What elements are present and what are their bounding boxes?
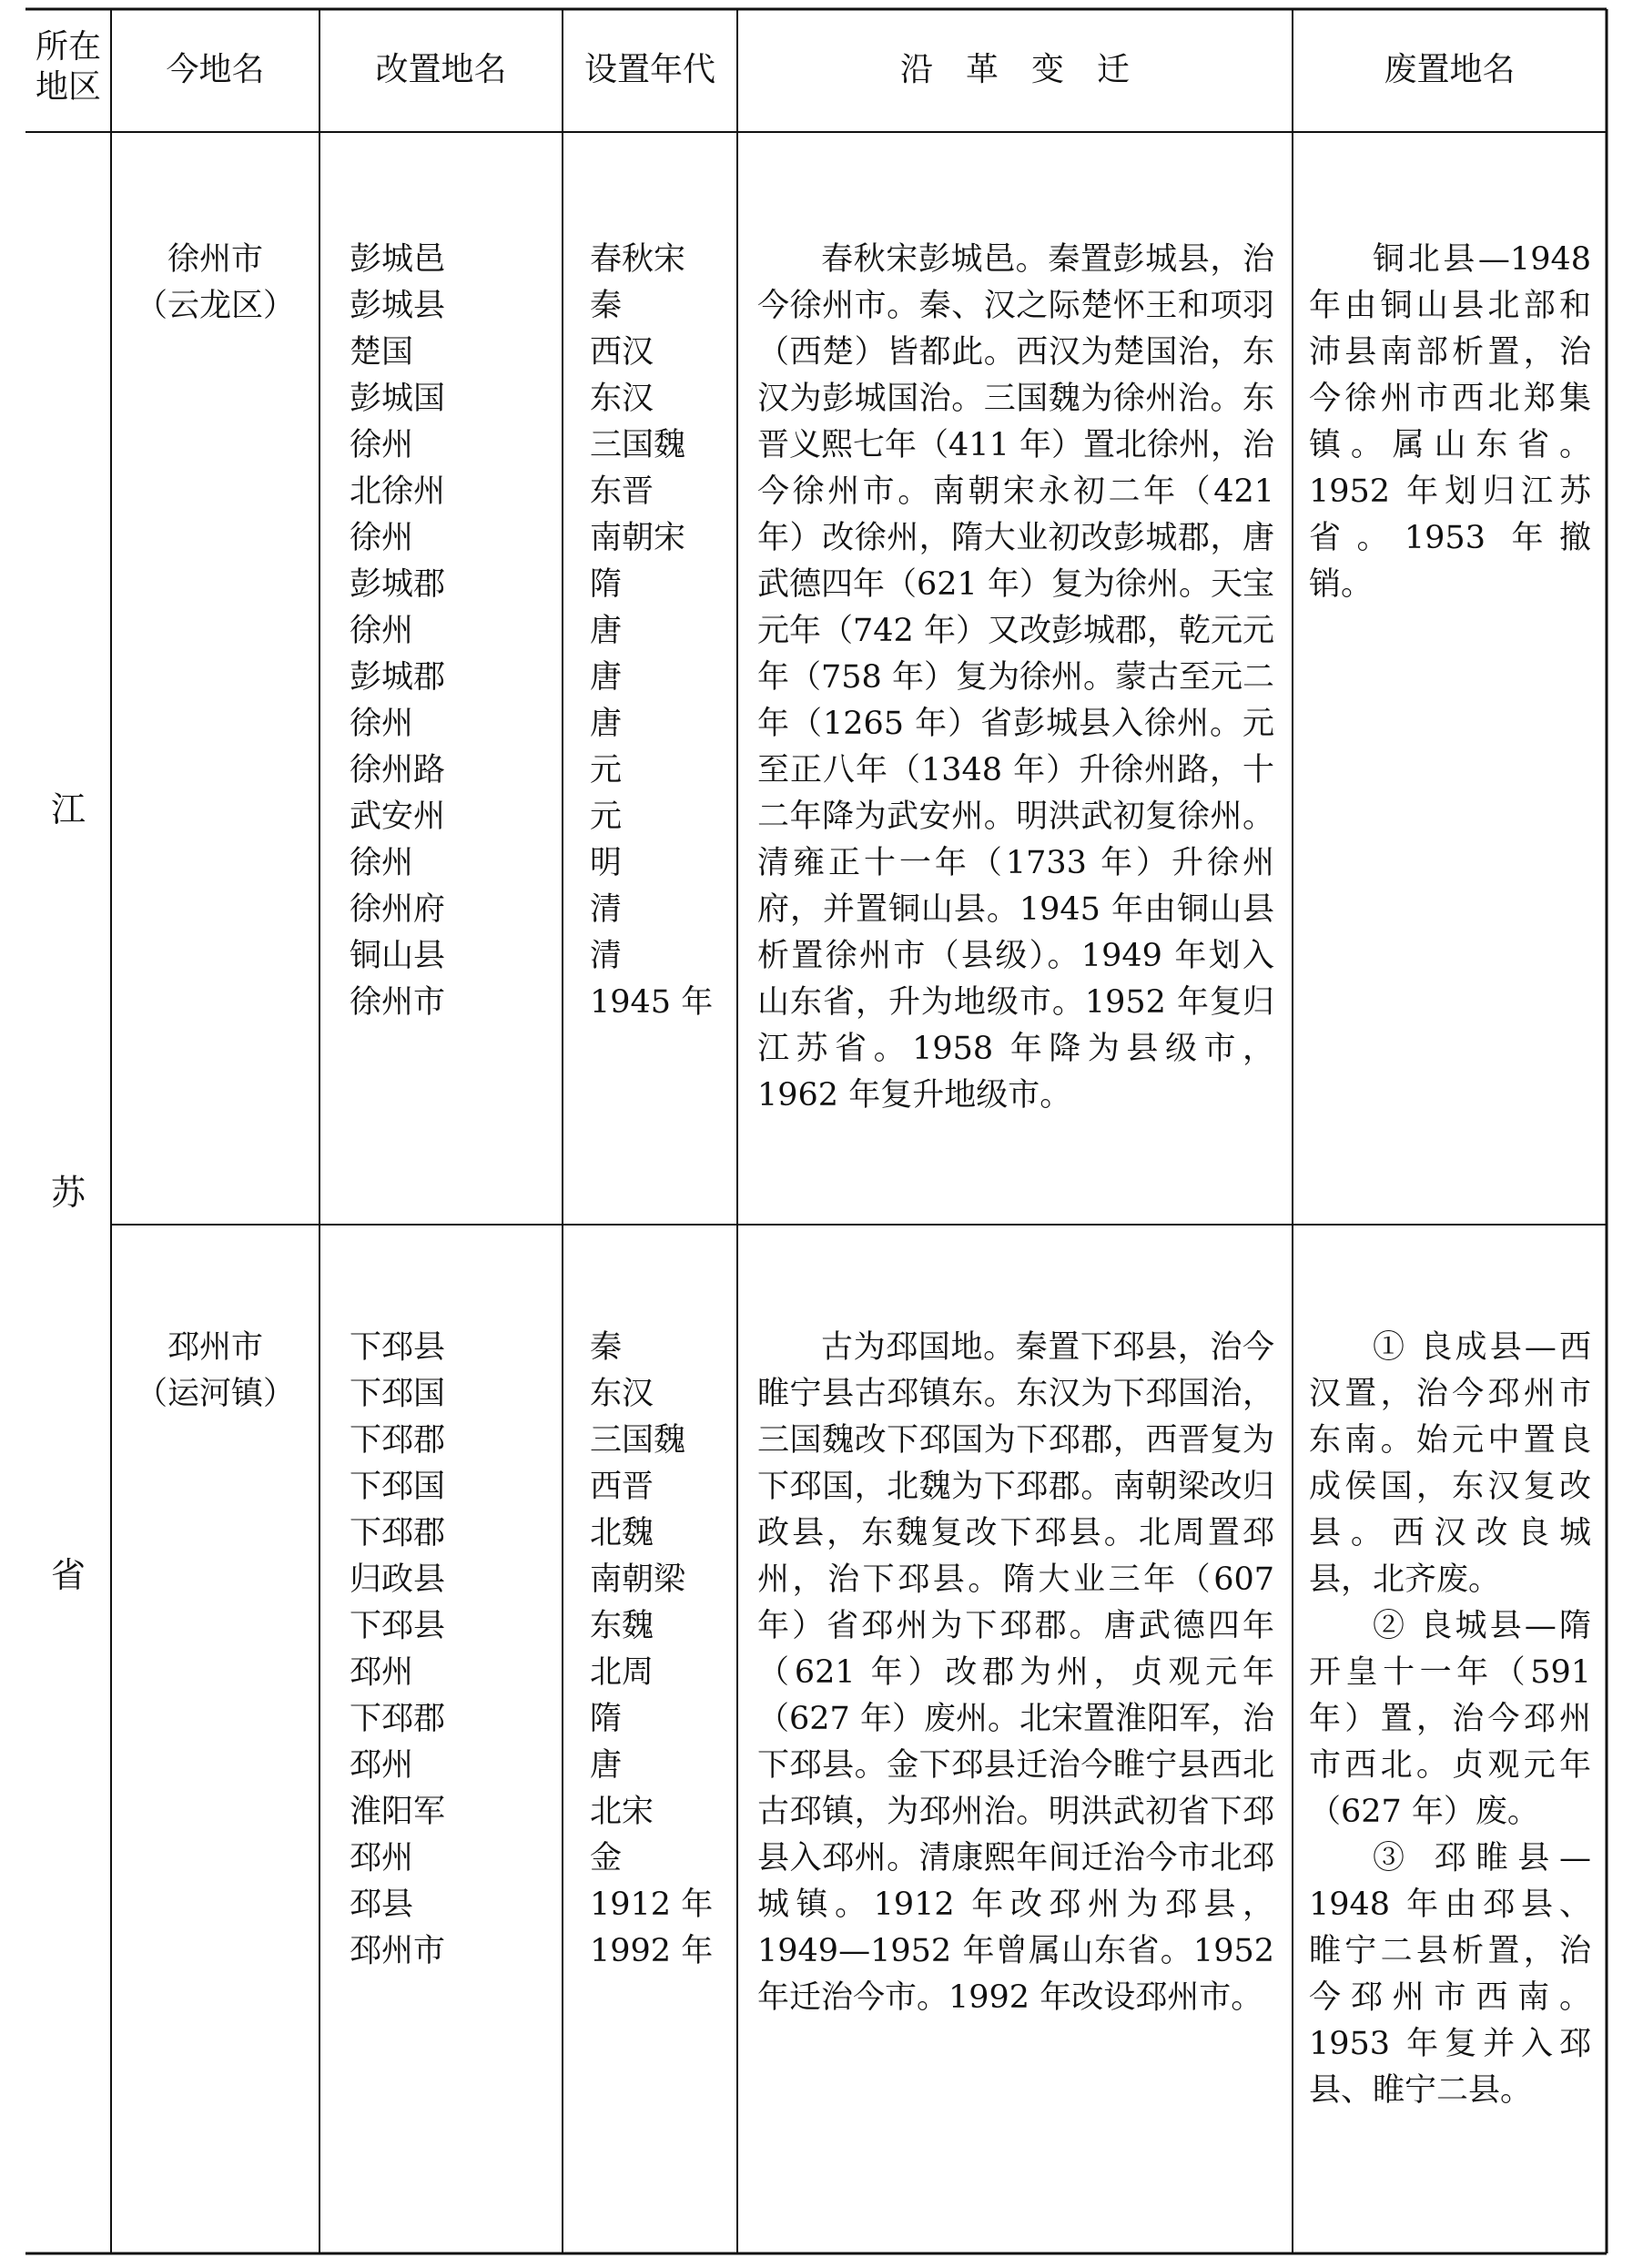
row1-abolished-entry: 铜北县—1948 年由铜山县北部和沛县南部析置，治今徐州市西北郑集镇。属山东省。1952 年划归江苏省。1953 年撤销。 <box>1309 241 1591 603</box>
header-abolished: 废置地名 <box>1384 51 1516 88</box>
row2-changed-name: 下邳国 <box>350 1469 446 1505</box>
row2-changed-name: 淮阳军 <box>350 1794 446 1830</box>
row1-year: 春秋宋 <box>590 241 686 278</box>
row1-changed-name: 徐州 <box>350 613 414 649</box>
row2-abolished-entry: ① 良成县—西汉置，治今邳州市东南。始元中置良成侯国，东汉复改县。西汉改良城县，北齐废。 <box>1309 1329 1591 1598</box>
row2-changed-name: 邳州 <box>350 1840 414 1876</box>
row1-changed-name: 徐州 <box>350 706 414 742</box>
row2-changed-name: 邳州市 <box>350 1933 446 1969</box>
row1-history: 春秋宋彭城邑。秦置彭城县，治今徐州市。秦、汉之际楚怀王和项羽（西楚）皆都此。西汉为楚国治，东汉为彭城国治。三国魏为徐州治。东晋义熙七年（411 年）置北徐州，治今徐州市。南朝宋永初二年（421 年）改徐州，隋大业初改彭城郡，唐武德四年（621 年）复为徐州。天宝元年（742 年）又改彭城郡，乾元元年（758 年）复为徐州。蒙古至元二年（1265 年）省彭城县入徐州。元至正八年（1348 年）升徐州路，十二年降为武安州。明洪武初复徐州。清雍正十一年（1733 年）升徐州府，并置铜山县。1945 年由铜山县析置徐州市（县级）。1949 年划入山东省，升为地级市。1952 年复归江苏省。1958 年降为县级市，1962 年复升地级市。 <box>757 241 1274 1114</box>
header-region-line2: 地区 <box>35 68 101 106</box>
row1-year: 明 <box>590 845 623 881</box>
row1-changed-name: 徐州 <box>350 520 414 556</box>
row2-year: 北周 <box>590 1654 654 1691</box>
row1-year: 秦 <box>590 288 623 324</box>
row2-abolished-entry: ③ 邳睢县—1948 年由邳县、睢宁二县析置，治今邳州市西南。1953 年复并入邳县、睢宁二县。 <box>1309 1840 1591 2109</box>
row2-changed-name: 下邳郡 <box>350 1422 446 1459</box>
province-char-1: 江 <box>50 789 86 829</box>
row1-year: 清 <box>590 891 623 928</box>
row2-current-name-main: 邳州市 <box>167 1329 263 1366</box>
row1-year: 隋 <box>590 566 623 603</box>
row2-year: 南朝梁 <box>590 1561 686 1598</box>
row2-year: 东魏 <box>590 1608 654 1644</box>
row1-year: 1945 年 <box>590 984 714 1021</box>
row2-changed-name: 邳州 <box>350 1747 414 1784</box>
row1-year: 三国魏 <box>590 427 686 463</box>
row2-abolished-entry: ② 良城县—隋开皇十一年（591 年）置，治今邳州市西北。贞观元年（627 年）废。 <box>1309 1608 1591 1830</box>
row1-year: 元 <box>590 798 623 835</box>
row2-changed-name: 邳县 <box>350 1887 414 1923</box>
row1-changed-name: 彭城邑 <box>350 241 446 278</box>
row2-year: 北宋 <box>590 1794 654 1830</box>
province-char-3: 省 <box>50 1555 86 1595</box>
row2-changed-names <box>350 1325 550 1975</box>
row1-year: 东晋 <box>590 473 654 510</box>
row1-year: 唐 <box>590 613 623 649</box>
province-char-2: 苏 <box>50 1173 86 1213</box>
row2-year: 东汉 <box>590 1376 654 1412</box>
header-current-name: 今地名 <box>166 51 265 88</box>
row1-changed-name: 徐州市 <box>350 984 446 1021</box>
row1-year: 南朝宋 <box>590 520 686 556</box>
row2-current-name-sub: （运河镇） <box>135 1376 295 1412</box>
row1-year: 清 <box>590 938 623 974</box>
row1-current-name-sub: （云龙区） <box>135 288 295 324</box>
row2-abolished <box>1309 1325 1591 2114</box>
row2-changed-name: 下邳国 <box>350 1376 446 1412</box>
row1-year: 唐 <box>590 706 623 742</box>
header-region-line1: 所在 <box>35 28 101 66</box>
row1-changed-name: 彭城郡 <box>350 659 446 696</box>
row2-changed-name: 下邳郡 <box>350 1515 446 1551</box>
row1-changed-name: 武安州 <box>350 798 446 835</box>
row2-year: 三国魏 <box>590 1422 686 1459</box>
row1-year: 元 <box>590 752 623 788</box>
row2-year: 1992 年 <box>590 1933 714 1969</box>
row1-changed-name: 徐州 <box>350 845 414 881</box>
row2-year: 北魏 <box>590 1515 654 1551</box>
row1-year: 东汉 <box>590 381 654 417</box>
row1-changed-name: 徐州路 <box>350 752 446 788</box>
header-changed-names: 改置地名 <box>375 51 507 88</box>
row1-changed-name: 北徐州 <box>350 473 446 510</box>
row2-year: 金 <box>590 1840 623 1876</box>
header-year-established: 设置年代 <box>583 51 715 88</box>
row2-history: 古为邳国地。秦置下邳县，治今睢宁县古邳镇东。东汉为下邳国治，三国魏改下邳国为下邳郡，西晋复为下邳国，北魏为下邳郡。南朝梁改归政县，东魏复改下邳县。北周置邳州，治下邳县。隋大业三年（607 年）省邳州为下邳郡。唐武德四年（621 年）改郡为州，贞观元年（627 年）废州。北宋置淮阳军，治下邳县。金下邳县迁治今睢宁县西北古邳镇，为邳州治。明洪武初省下邳县入邳州。清康熙年间迁治今市北邳城镇。1912 年改邳州为邳县，1949—1952 年曾属山东省。1952 年迁治今市。1992 年改设邳州市。 <box>757 1329 1274 2016</box>
header-region <box>25 27 111 107</box>
row1-changed-name: 彭城国 <box>350 381 446 417</box>
row1-year: 西汉 <box>590 334 654 371</box>
row1-years <box>590 237 735 1026</box>
row2-changed-name: 下邳县 <box>350 1608 446 1644</box>
row2-current-name <box>111 1325 319 1418</box>
row2-changed-name: 下邳郡 <box>350 1701 446 1737</box>
row1-changed-name: 徐州府 <box>350 891 446 928</box>
row1-changed-name: 铜山县 <box>350 938 446 974</box>
row2-year: 唐 <box>590 1747 623 1784</box>
row1-changed-name: 楚国 <box>350 334 414 371</box>
row2-changed-name: 下邳县 <box>350 1329 446 1366</box>
row1-current-name-main: 徐州市 <box>167 241 263 278</box>
row2-changed-name: 邳州 <box>350 1654 414 1691</box>
row2-changed-name: 归政县 <box>350 1561 446 1598</box>
row1-changed-name: 徐州 <box>350 427 414 463</box>
row1-changed-names <box>350 237 550 1026</box>
header-history: 沿 革 变 迁 <box>899 51 1130 88</box>
row2-year: 西晋 <box>590 1469 654 1505</box>
row2-years <box>590 1325 735 1975</box>
row1-changed-name: 彭城郡 <box>350 566 446 603</box>
row1-year: 唐 <box>590 659 623 696</box>
row1-abolished <box>1309 237 1591 608</box>
row1-changed-name: 彭城县 <box>350 288 446 324</box>
row2-year: 秦 <box>590 1329 623 1366</box>
row2-year: 隋 <box>590 1701 623 1737</box>
row2-year: 1912 年 <box>590 1887 714 1923</box>
row1-current-name <box>111 237 319 330</box>
